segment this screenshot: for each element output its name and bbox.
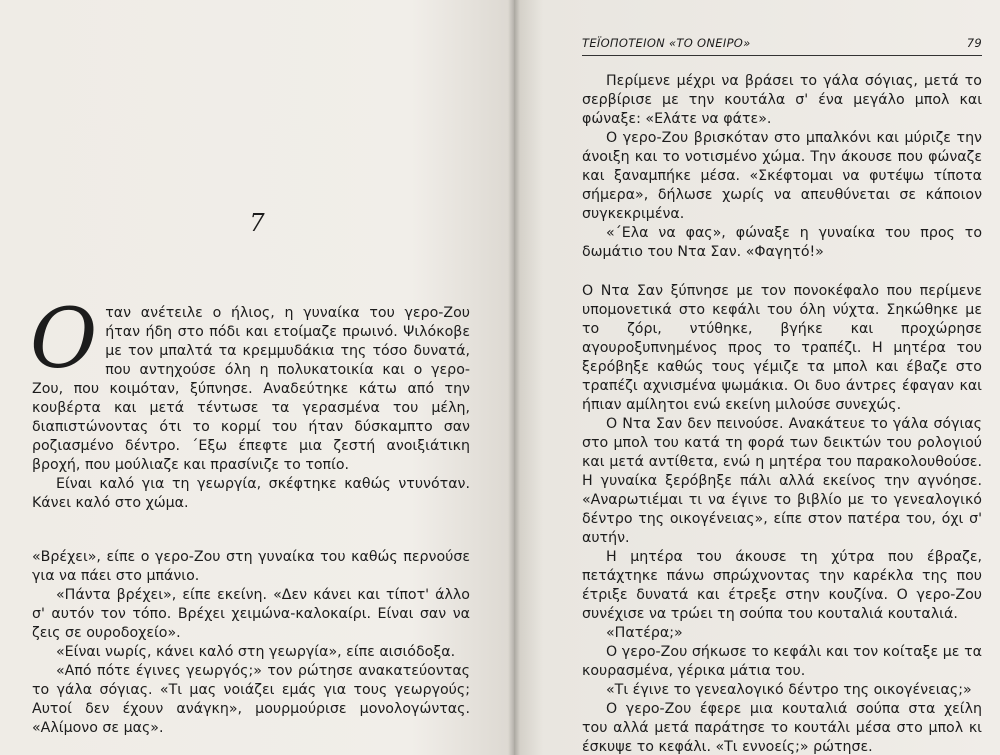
- paragraph: Περίμενε μέχρι να βράσει το γάλα σόγιας, μετά το σερβίρισε με την κουτάλα σ' ένα μεγάλο μπολ και φώναξε: «Ελάτε να φάτε».: [582, 73, 982, 127]
- paragraph: «Τι έγινε το γενεαλογικό δέντρο της οικογένειας;»: [606, 682, 972, 698]
- opening-paragraph-text: ταν ανέτειλε ο ήλιος, η γυναίκα του γερο-Ζου ήταν ήδη στο πόδι και ετοίμαζε πρωινό. Ψιλόκοβε με τον μπαλτά τα κρεμμυδάκια της τόσο δυνατά, που αντηχούσε όλη η πολυκατοικία και ο γερο-Ζου, που κοιμόταν, ξύπνησε. Αναδεύτηκε κάτω από την κουβέρτα και μετά τέντωσε τα γερασμένα του μέλη, διαπιστώνοντας ότι το κορμί του ήταν δύσκαμπτο σαν ροζιασμένο δέντρο. ΄Εξω έπεφτε μια ζεστή ανοιξιάτικη βροχή, που μούλιαζε και πρασίνιζε το τοπίο.: [32, 305, 470, 473]
- paragraph: Είναι καλό για τη γεωργία, σκέφτηκε καθώς ντυνόταν. Κάνει καλό στο χώμα.: [32, 476, 470, 511]
- paragraph: «Είναι νωρίς, κάνει καλό στη γεωργία», είπε αισιόδοξα.: [56, 644, 456, 660]
- paragraph: «Πατέρα;»: [606, 625, 683, 641]
- paragraph: «΄Ελα να φας», φώναξε η γυναίκα του προς το δωμάτιο του Ντα Σαν. «Φαγητό!»: [582, 225, 982, 260]
- running-head-title: ΤΕΪΟΠΟΤΕΙΟΝ «ΤΟ ΟΝΕΙΡΟ»: [582, 36, 751, 50]
- paragraph: Ο γερο-Ζου σήκωσε το κεφάλι και τον κοίταξε με τα κουρασμένα, γέρικα μάτια του.: [582, 644, 982, 679]
- paragraph: Ο γερο-Ζου έφερε μια κουταλιά σούπα στα χείλη του αλλά μετά παράτησε το κουτάλι μέσα στο μπολ κι έσκυψε το κεφάλι. «Τι εννοείς;» ρώτησε.: [582, 701, 982, 755]
- book-gutter: [508, 0, 520, 755]
- paragraph: Ο Ντα Σαν ξύπνησε με τον πονοκέφαλο που περίμενε υπομονετικά στο κεφάλι του όλη νύχτα. Σηκώθηκε με το ζόρι, ντύθηκε, βγήκε και προχώρησε αγουροξυπνημένος προς το τραπέζι. Η μητέρα του ξερόβηξε καθώς τους γέμιζε τα μπολ και έβαζε στο τραπέζι αχνισμένα ψωμάκια. Οι δυο άντρες έφαγαν και ήπιαν αμίλητοι ενώ εκείνη μιλούσε συνεχώς.: [582, 283, 982, 413]
- left-text-block-1: [30, 292, 470, 513]
- chapter-number: 7: [249, 209, 265, 237]
- left-text-block-2: [32, 548, 470, 738]
- paragraph: «Πάντα βρέχει», είπε εκείνη. «Δεν κάνει και τίποτ' άλλο σ' αυτόν τον τόπο. Βρέχει χειμώνα-καλοκαίρι. Είναι σαν να ζεις σε ουροδοχείο».: [32, 587, 470, 641]
- paragraph: Ο γερο-Ζου βρισκόταν στο μπαλκόνι και μύριζε την άνοιξη και το νοτισμένο χώμα. Την άκουσε που φώναζε και ξαναμπήκε μέσα. «Σκέφτομαι να φυτέψω τίποτα σήμερα», δήλωσε χωρίς να απευθύνεται σε κάποιον συγκεκριμένα.: [582, 130, 982, 222]
- drop-cap: Ο: [30, 292, 98, 387]
- paragraph: «Από πότε έγινες γεωργός;» τον ρώτησε ανακατεύοντας το γάλα σόγιας. «Τι μας νοιάζει εμάς για τους γεωργούς; Αυτοί δεν έχουν ανάγκη», μουρμούρισε μονολογώντας. «Αλίμονο σε μας».: [32, 663, 470, 736]
- right-text-block-2: [582, 282, 982, 755]
- page-number: 79: [966, 36, 982, 50]
- paragraph: Η μητέρα του άκουσε τη χύτρα που έβραζε, πετάχτηκε πάνω σπρώχνοντας την καρέκλα της που έτριξε δυνατά και έτρεξε στην κουζίνα. Ο γερο-Ζου συνέχισε να τρώει τη σούπα του κουταλιά κουταλιά.: [582, 549, 982, 622]
- opening-paragraph: [30, 292, 470, 475]
- right-page: [514, 0, 1000, 755]
- running-head: [582, 34, 982, 56]
- paragraph: «Βρέχει», είπε ο γερο-Ζου στη γυναίκα του καθώς περνούσε για να πάει στο μπάνιο.: [32, 549, 470, 584]
- right-text-block-1: [582, 72, 982, 262]
- paragraph: Ο Ντα Σαν δεν πεινούσε. Ανακάτευε το γάλα σόγιας στο μπολ του κατά τη φορά των δεικτών του ρολογιού και μετά αντίθετα, ενώ η μητέρα του παρακολουθούσε. Η γυναίκα ξερόβηξε πάλι αλλά εκείνος την αγνόησε. «Αναρωτιέμαι τι να έγινε το βιβλίο με το γενεαλογικό δέντρο της οικογένειας», είπε στον πατέρα του, όχι σ' αυτήν.: [582, 416, 982, 546]
